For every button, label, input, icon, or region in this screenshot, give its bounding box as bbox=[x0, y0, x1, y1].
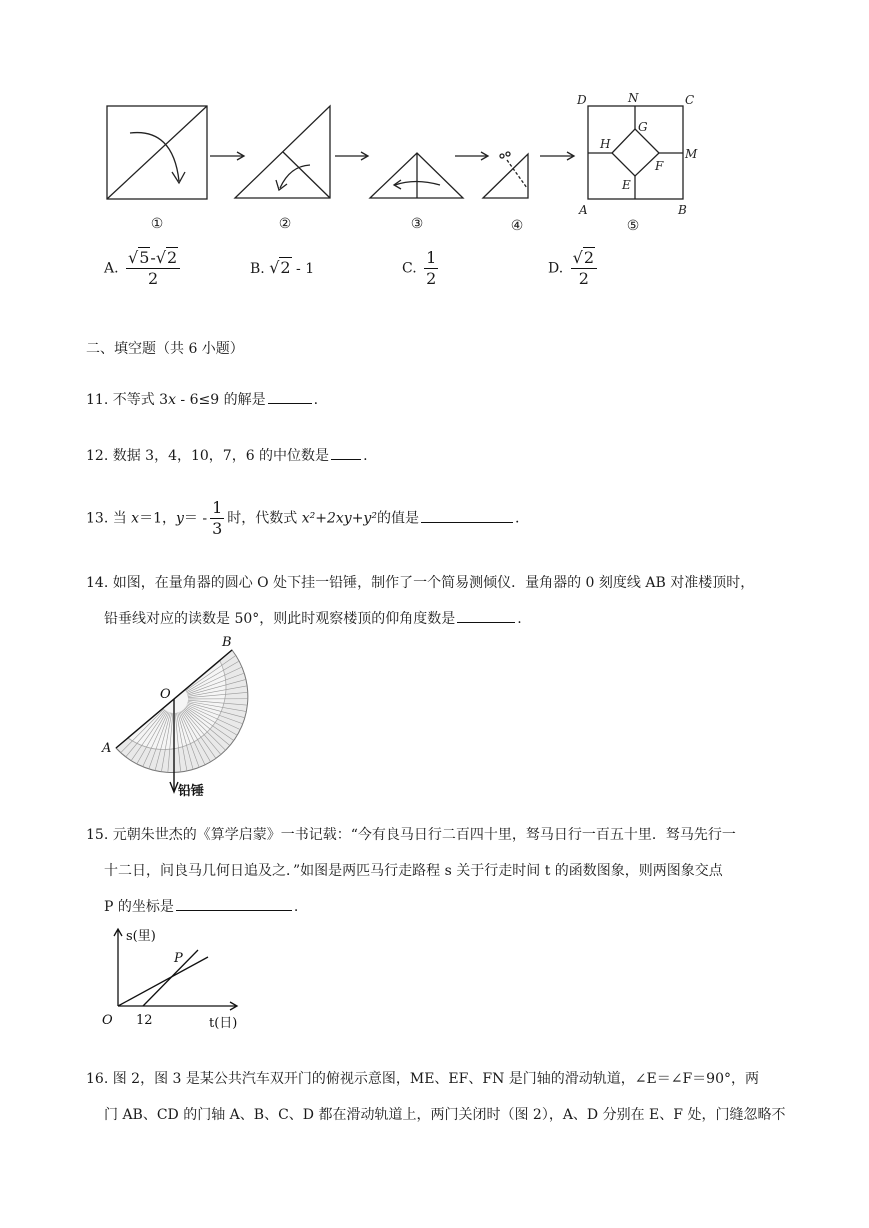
answer-blank[interactable] bbox=[421, 508, 513, 523]
origin-label: O bbox=[102, 1013, 113, 1028]
option-c: C. $\frac{1}{2}$ bbox=[402, 248, 437, 288]
label-B: B bbox=[222, 635, 232, 650]
question-14-line2: 铅垂线对应的读数是 50°，则此时观察楼顶的仰角度数是 . bbox=[104, 608, 522, 629]
question-15-line1: 15. 元朝朱世杰的《算学启蒙》一书记载：“今有良马日行二百四十里，驽马日行一百五十里．驽马先行一 bbox=[86, 827, 736, 843]
label-M: M bbox=[685, 147, 698, 161]
answer-blank[interactable] bbox=[331, 445, 361, 460]
section-title: 二、填空题（共 6 小题） bbox=[86, 341, 244, 357]
axis-s-label: s(里) bbox=[126, 929, 156, 944]
step-1-label: ① bbox=[150, 216, 164, 232]
question-16-line2: 门 AB、CD 的门轴 A、B、C、D 都在滑动轨道上，两门关闭时（图 2），A、D 分别在 E、F 处，门缝忽略不 bbox=[104, 1107, 786, 1123]
folding-figure bbox=[95, 88, 715, 238]
label-H: H bbox=[600, 137, 611, 151]
label-F: F bbox=[655, 159, 664, 173]
step-2-label: ② bbox=[278, 216, 292, 232]
step-3-label: ③ bbox=[410, 216, 424, 232]
question-11: 11. 不等式 3x - 6≤9 的解是 . bbox=[86, 389, 318, 410]
label-G: G bbox=[638, 120, 648, 134]
option-b: B. √2 - 1 bbox=[250, 258, 315, 277]
label-A: A bbox=[102, 741, 112, 756]
question-16-line1: 16. 图 2，图 3 是某公共汽车双开门的俯视示意图，ME、EF、FN 是门轴的滑动轨道，∠E＝∠F＝90°，两 bbox=[86, 1071, 759, 1087]
axis-t-label: t(日) bbox=[209, 1016, 238, 1031]
label-O: O bbox=[160, 687, 171, 702]
distance-time-graph bbox=[96, 924, 256, 1036]
question-14-line1: 14. 如图，在量角器的圆心 O 处下挂一铅锤，制作了一个简易测倾仪．量角器的 0 刻度线 AB 对准楼顶时， bbox=[86, 575, 755, 591]
option-a: A. $\frac{√5-√2}{2}$ bbox=[104, 248, 183, 289]
question-15-line3: P 的坐标是 . bbox=[104, 896, 298, 917]
question-15-line2: 十二日，问良马几何日追及之．”如图是两匹马行走路程 s 关于行走时间 t 的函数图象，则两图象交点 bbox=[104, 863, 723, 879]
label-D: D bbox=[577, 93, 587, 107]
option-d: D. $\frac{√2}{2}$ bbox=[548, 248, 600, 289]
label-N: N bbox=[628, 91, 639, 105]
question-13: 13. 当 x＝1，y＝ - $\frac{1}{3}$ 时，代数式 x²+2xy+y²的值是 . bbox=[86, 498, 520, 538]
tick-label: 12 bbox=[136, 1013, 153, 1028]
step-5-label: ⑤ bbox=[626, 218, 640, 234]
answer-blank[interactable] bbox=[176, 896, 292, 911]
label-C: C bbox=[685, 93, 695, 107]
plumb-label: 铅锤 bbox=[178, 784, 205, 799]
label-A: A bbox=[579, 203, 588, 217]
question-12: 12. 数据 3，4，10，7，6 的中位数是 . bbox=[86, 445, 368, 466]
point-P-label: P bbox=[174, 951, 183, 966]
protractor-figure bbox=[98, 632, 268, 802]
answer-blank[interactable] bbox=[268, 389, 312, 404]
answer-blank[interactable] bbox=[457, 608, 515, 623]
label-E: E bbox=[622, 178, 631, 192]
step-4-label: ④ bbox=[510, 218, 524, 234]
label-B: B bbox=[678, 203, 687, 217]
